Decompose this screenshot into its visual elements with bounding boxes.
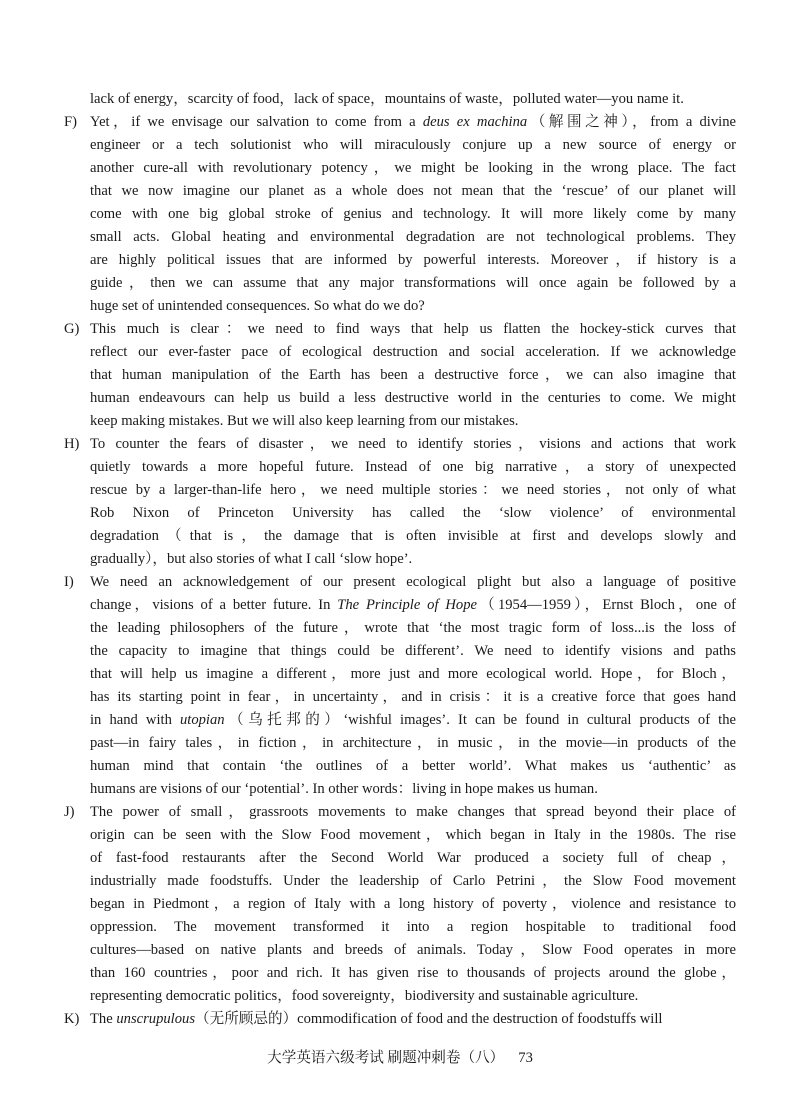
line-text: [90, 479, 736, 502]
text-segment: guide，then we can assume that any major transformations will once again be followed by a: [90, 275, 736, 291]
text-line: [0, 456, 800, 479]
text-segment: are highly political issues that are informed by powerful interests. Moreover，if history is a: [90, 252, 736, 268]
text-line: [0, 985, 800, 1008]
line-text: [90, 180, 736, 203]
text-line: [0, 180, 800, 203]
line-text: [90, 525, 736, 548]
text-line: [0, 893, 800, 916]
text-segment: than 160 countries，poor and rich. It has given rise to thousands of projects around the globe，: [90, 965, 736, 981]
page-number: 73: [518, 1050, 533, 1066]
text-segment: （1954—1959），Ernst Bloch，one of: [476, 597, 736, 613]
line-text: [90, 548, 736, 571]
footer-title: 大学英语六级考试 刷题冲刺卷（八）: [267, 1050, 505, 1066]
line-text: [90, 916, 736, 939]
text-line: [0, 548, 800, 571]
text-segment: the leading philosophers of the future，wrote that ‘the most tragic form of loss...is the loss of: [90, 620, 736, 636]
line-text: [90, 433, 736, 456]
line-text: [90, 203, 736, 226]
text-line: [0, 1008, 800, 1031]
text-segment: the capacity to imagine that things could be different’. We need to identify visions and paths: [90, 643, 736, 659]
text-line: [0, 502, 800, 525]
text-line: [0, 686, 800, 709]
text-segment: humans are visions of our ‘potential’. In other words：living in hope makes us human.: [90, 781, 598, 797]
text-segment: change，visions of a better future. In: [90, 597, 338, 613]
line-text: [90, 594, 736, 617]
paragraph-label: H): [64, 436, 80, 452]
text-line: [0, 111, 800, 134]
text-segment: another cure-all with revolutionary potency，we might be looking in the wrong place. The fact: [90, 160, 736, 176]
line-text: [90, 709, 736, 732]
text-line: [0, 249, 800, 272]
text-segment: origin can be seen with the Slow Food movement，which began in Italy in the 1980s. The rise: [90, 827, 736, 843]
text-segment: （乌托邦的）‘wishful images’. It can be found in cultural products of the: [224, 712, 736, 728]
italic-term: deus ex machina: [422, 114, 528, 130]
text-line: [0, 88, 800, 111]
text-line: [0, 778, 800, 801]
text-line: [0, 709, 800, 732]
line-text: [90, 502, 736, 525]
text-segment: began in Piedmont，a region of Italy with a long history of poverty，violence and resistance to: [90, 896, 736, 912]
text-segment: The: [90, 1011, 117, 1027]
text-segment: keep making mistakes. But we will also keep learning from our mistakes.: [90, 413, 519, 429]
text-segment: that will help us imagine a different，more just and more ecological world. Hope，for Bloch，: [90, 666, 736, 682]
text-line: [0, 594, 800, 617]
text-segment: degradation（that is，the damage that is often invisible at first and develops slowly and: [90, 528, 736, 544]
line-text: [90, 801, 736, 824]
paragraph-label: F): [64, 114, 77, 130]
line-text: [90, 663, 736, 686]
text-line: [0, 134, 800, 157]
document-body: [0, 88, 800, 1031]
line-text: [90, 318, 736, 341]
line-text: [90, 778, 736, 801]
text-line: [0, 916, 800, 939]
text-segment: reflect our ever-faster pace of ecological destruction and social acceleration. If we acknowledge: [90, 344, 736, 360]
text-segment: that human manipulation of the Earth has been a destructive force，we can also imagine that: [90, 367, 736, 383]
line-text: [90, 111, 736, 134]
text-segment: The power of small，grassroots movements to make changes that spread beyond their place of: [90, 804, 736, 820]
line-text: [90, 571, 736, 594]
text-line: [0, 479, 800, 502]
paragraph-label: J): [64, 804, 75, 820]
text-line: [0, 824, 800, 847]
line-text: [90, 870, 736, 893]
line-text: [90, 847, 736, 870]
text-line: [0, 732, 800, 755]
italic-term: The Principle of Hope: [337, 597, 477, 613]
text-segment: gradually），but also stories of what I call ‘slow hope’.: [90, 551, 413, 567]
paragraph-label: I): [64, 574, 74, 590]
text-segment: of fast-food restaurants after the Second World War produced a society full of cheap，: [90, 850, 736, 866]
text-line: [0, 663, 800, 686]
text-segment: （解围之神），from a divine: [527, 114, 736, 130]
text-line: [0, 364, 800, 387]
text-line: [0, 755, 800, 778]
text-line: [0, 318, 800, 341]
text-segment: has its starting point in fear，in uncertainty，and in crisis：it is a creative force that goes hand: [90, 689, 736, 705]
text-line: [0, 847, 800, 870]
line-text: [90, 387, 736, 410]
text-segment: past—in fairy tales，in fiction，in architecture，in music，in the movie—in products of the: [90, 735, 736, 751]
text-segment: （无所顾忌的）commodification of food and the destruction of foodstuffs will: [195, 1011, 663, 1027]
text-segment: engineer or a tech solutionist who will miraculously conjure up a new source of energy or: [90, 137, 736, 153]
text-line: [0, 272, 800, 295]
page-footer: [0, 1046, 800, 1067]
text-segment: human endeavours can help us build a less destructive world in the centuries to come. We might: [90, 390, 736, 406]
line-text: [90, 686, 736, 709]
text-line: [0, 962, 800, 985]
text-segment: in hand with: [90, 712, 180, 728]
line-text: [90, 456, 736, 479]
line-text: [90, 341, 736, 364]
text-line: [0, 157, 800, 180]
paragraph-label: K): [64, 1011, 80, 1027]
line-text: [90, 157, 736, 180]
line-text: [90, 88, 736, 111]
line-text: [90, 410, 736, 433]
line-text: [90, 824, 736, 847]
text-line: [0, 801, 800, 824]
line-text: [90, 1008, 736, 1031]
line-text: [90, 134, 736, 157]
text-segment: Rob Nixon of Princeton University has called the ‘slow violence’ of environmental: [90, 505, 736, 521]
italic-term: utopian: [179, 712, 225, 728]
text-line: [0, 525, 800, 548]
text-line: [0, 939, 800, 962]
text-segment: To counter the fears of disaster，we need to identify stories，visions and actions that work: [90, 436, 736, 452]
line-text: [90, 617, 736, 640]
paragraph-label: G): [64, 321, 80, 337]
text-segment: industrially made foodstuffs. Under the leadership of Carlo Petrini，the Slow Food movement: [90, 873, 736, 889]
line-text: [90, 939, 736, 962]
text-line: [0, 870, 800, 893]
italic-term: unscrupulous: [116, 1011, 195, 1027]
line-text: [90, 755, 736, 778]
text-segment: Yet，if we envisage our salvation to come from a: [90, 114, 423, 130]
text-line: [0, 571, 800, 594]
line-text: [90, 249, 736, 272]
text-line: [0, 433, 800, 456]
text-line: [0, 387, 800, 410]
line-text: [90, 272, 736, 295]
text-segment: small acts. Global heating and environmental degradation are not technological problems. They: [90, 229, 736, 245]
text-segment: human mind that contain ‘the outlines of a better world’. What makes us ‘authentic’ as: [90, 758, 736, 774]
text-segment: rescue by a larger-than-life hero，we need multiple stories：we need stories，not only of what: [90, 482, 736, 498]
text-line: [0, 295, 800, 318]
text-line: [0, 203, 800, 226]
text-segment: cultures—based on native plants and breeds of animals. Today，Slow Food operates in more: [90, 942, 736, 958]
text-segment: huge set of unintended consequences. So what do we do?: [90, 298, 425, 314]
text-segment: quietly towards a more hopeful future. Instead of one big narrative，a story of unexpected: [90, 459, 736, 475]
line-text: [90, 962, 736, 985]
line-text: [90, 364, 736, 387]
text-line: [0, 410, 800, 433]
line-text: [90, 893, 736, 916]
line-text: [90, 226, 736, 249]
text-line: [0, 226, 800, 249]
text-segment: lack of energy，scarcity of food，lack of space，mountains of waste，polluted water—you name it.: [90, 91, 684, 107]
text-segment: come with one big global stroke of genius and technology. It will more likely come by many: [90, 206, 736, 222]
text-line: [0, 341, 800, 364]
text-segment: that we now imagine our planet as a whole does not mean that the ‘rescue’ of our planet will: [90, 183, 736, 199]
text-segment: representing democratic politics，food sovereignty，biodiversity and sustainable agriculture.: [90, 988, 639, 1004]
line-text: [90, 985, 736, 1008]
line-text: [90, 640, 736, 663]
text-segment: oppression. The movement transformed it into a region hospitable to traditional food: [90, 919, 736, 935]
text-line: [0, 617, 800, 640]
line-text: [90, 732, 736, 755]
text-segment: We need an acknowledgement of our present ecological plight but also a language of positive: [90, 574, 736, 590]
text-line: [0, 640, 800, 663]
text-segment: This much is clear：we need to find ways that help us flatten the hockey-stick curves that: [90, 321, 736, 337]
line-text: [90, 295, 736, 318]
